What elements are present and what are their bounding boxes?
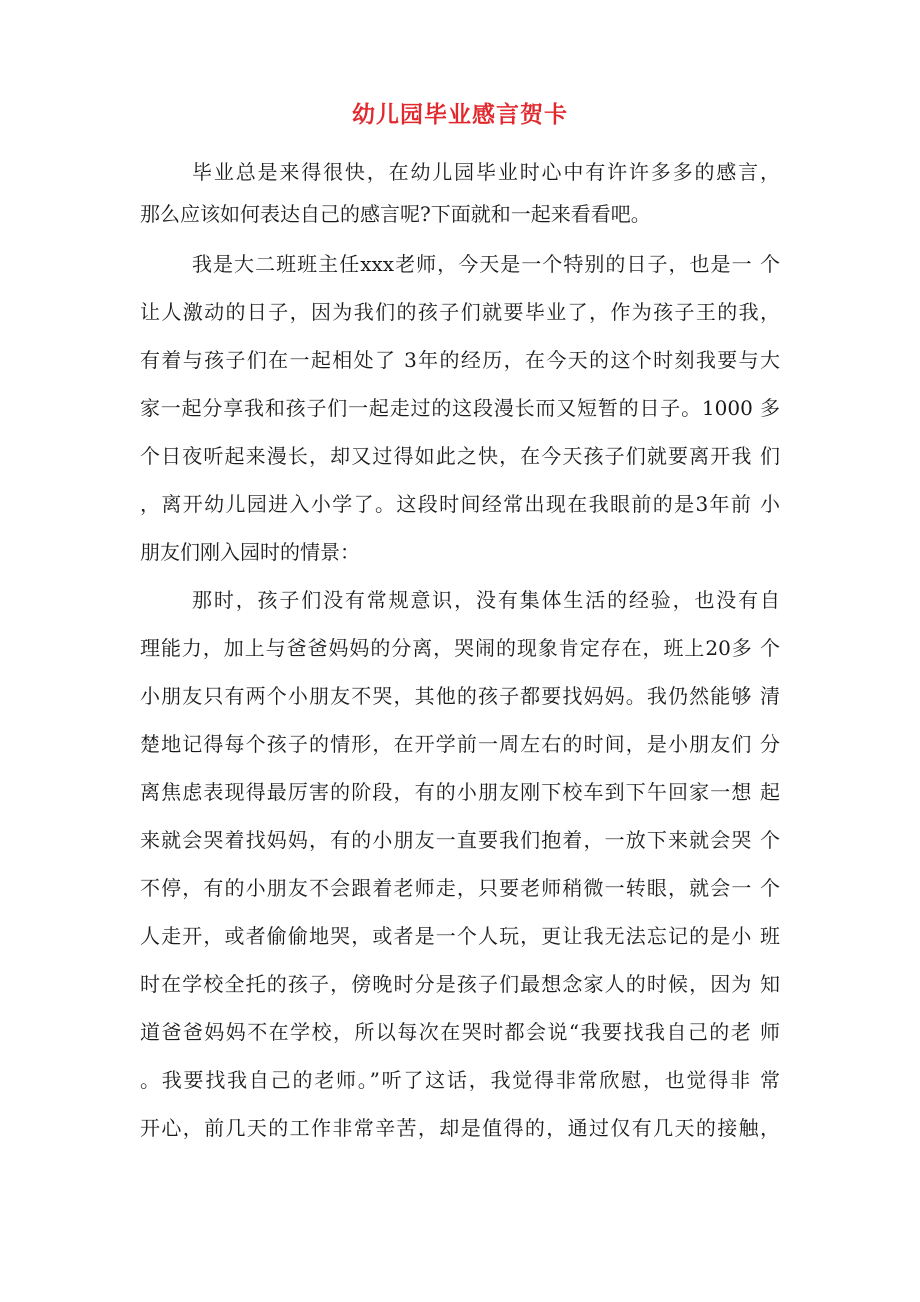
body-line: 让人激动的日子，因为我们的孩子们就要毕业了，作为孩子王的我， [140,300,780,324]
body-line: 离焦虑表现得最厉害的阶段，有的小朋友刚下校车到下午回家一想 起 [140,780,780,804]
body-line: 那么应该如何表达自己的感言呢?下面就和一起来看看吧。 [140,202,651,226]
document-title: 幼儿园毕业感言贺卡 [352,101,568,128]
body-line: 楚地记得每个孩子的情形，在开学前一周左右的时间，是小朋友们 分 [140,732,780,756]
body-line: 人走开，或者偷偷地哭，或者是一个人玩，更让我无法忘记的是小 班 [140,924,780,948]
body-line: 开心，前几天的工作非常辛苦，却是值得的，通过仅有几天的接触， [140,1116,780,1140]
body-line: 道爸爸妈妈不在学校，所以每次在哭时都会说“我要找我自己的老 师 [140,1020,780,1044]
body-line: 。我要找我自己的老师。”听了这话，我觉得非常欣慰，也觉得非 常 [140,1068,780,1092]
body-line: 来就会哭着找妈妈，有的小朋友一直要我们抱着，一放下来就会哭 个 [140,828,780,852]
body-line: 不停，有的小朋友不会跟着老师走，只要老师稍微一转眼，就会一 个 [140,876,780,900]
body-line: 朋友们刚入园时的情景： [140,540,360,564]
body-line: 有着与孩子们在一起相处了 3年的经历，在今天的这个时刻我要与大 [140,348,780,372]
body-line: 我是大二班班主任xxx老师，今天是一个特别的日子，也是一 个 [192,252,780,276]
body-line: 家一起分享我和孩子们一起走过的这段漫长而又短暂的日子。1000 多 [140,396,780,420]
body-line: 小朋友只有两个小朋友不哭，其他的孩子都要找妈妈。我仍然能够 清 [140,684,780,708]
body-line: ，离开幼儿园进入小学了。这段时间经常出现在我眼前的是3年前 小 [140,492,780,516]
body-line: 时在学校全托的孩子，傍晚时分是孩子们最想念家人的时候，因为 知 [140,972,780,996]
body-line: 理能力，加上与爸爸妈妈的分离，哭闹的现象肯定存在，班上20多 个 [140,636,780,660]
body-line: 那时，孩子们没有常规意识，没有集体生活的经验，也没有自 [192,588,780,612]
body-line: 毕业总是来得很快，在幼儿园毕业时心中有许许多多的感言， [192,160,780,184]
body-line: 个日夜听起来漫长，却又过得如此之快，在今天孩子们就要离开我 们 [140,444,780,468]
